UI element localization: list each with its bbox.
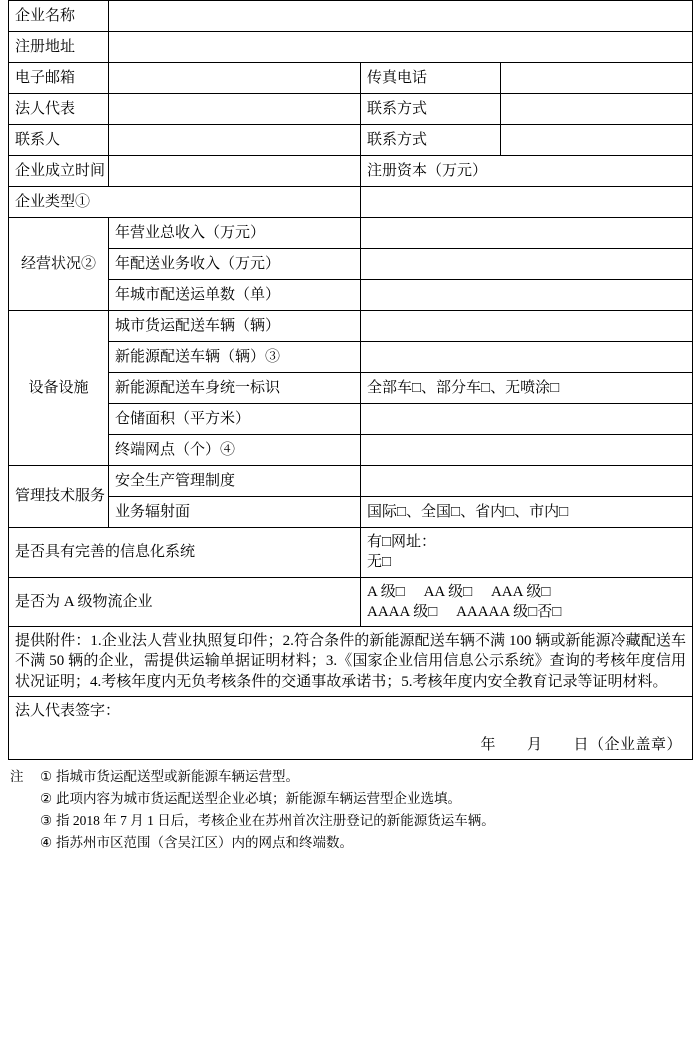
terminal-outlets-value[interactable]: [361, 435, 693, 466]
table-row-safety-system: [9, 466, 693, 497]
footnote-num-2: ②: [40, 791, 53, 807]
footnote-row-3: [10, 810, 690, 832]
table-row-a-grade: [9, 577, 693, 627]
footnote-num-3: ③: [40, 812, 53, 828]
contact-person-value[interactable]: [109, 125, 361, 156]
signature-label: 法人代表签字：: [15, 702, 121, 719]
a-grade-options[interactable]: [361, 577, 693, 627]
operation-status-label: 经营状况②: [9, 218, 109, 311]
footnote-text-4: 指苏州市区范围（含吴江区）内的网点和终端数。: [56, 834, 353, 850]
enterprise-application-table: [8, 0, 693, 760]
contact-person-label: 联系人: [9, 125, 109, 156]
city-freight-vehicles-value[interactable]: [361, 311, 693, 342]
table-row-attachments: [9, 627, 693, 697]
table-row-terminal-outlets: [9, 435, 693, 466]
table-row-info-system: [9, 528, 693, 578]
registered-capital-label: 注册资本（万元）: [361, 156, 693, 187]
contact-way-value-2[interactable]: [501, 125, 693, 156]
table-row-city-freight-vehicles: [9, 311, 693, 342]
footnote-text-3: 指 2018 年 7 月 1 日后，考核企业在苏州首次注册登记的新能源货运车辆。: [56, 812, 495, 828]
unified-marking-options[interactable]: 全部车□、部分车□、无喷涂□: [361, 373, 693, 404]
city-delivery-orders-value[interactable]: [361, 280, 693, 311]
warehouse-area-label: 仓储面积（平方米）: [109, 404, 361, 435]
fax-label: 传真电话: [361, 63, 501, 94]
contact-way-label-2: 联系方式: [361, 125, 501, 156]
signature-block[interactable]: [9, 696, 693, 760]
management-service-label: 管理技术服务: [9, 466, 109, 528]
safety-system-label: 安全生产管理制度: [109, 466, 361, 497]
info-system-options[interactable]: [361, 528, 693, 578]
signature-date-line: 年 月 日（企业盖章）: [480, 737, 683, 753]
email-value[interactable]: [109, 63, 361, 94]
annual-revenue-value[interactable]: [361, 218, 693, 249]
footnote-num-4: ④: [40, 834, 53, 850]
company-type-value[interactable]: [361, 187, 693, 218]
table-row-company-name: [9, 1, 693, 32]
unified-marking-label: 新能源配送车身统一标识: [109, 373, 361, 404]
table-row-company-type: [9, 187, 693, 218]
new-energy-vehicles-value[interactable]: [361, 342, 693, 373]
info-system-option-yes[interactable]: 有□网址：: [367, 534, 437, 550]
table-row-new-energy-vehicles: [9, 342, 693, 373]
registered-address-value[interactable]: [109, 32, 693, 63]
annual-revenue-label: 年营业总收入（万元）: [109, 218, 361, 249]
delivery-revenue-label: 年配送业务收入（万元）: [109, 249, 361, 280]
established-time-value[interactable]: [109, 156, 361, 187]
email-label: 电子邮箱: [9, 63, 109, 94]
footnote-row-1: [10, 766, 690, 788]
legal-rep-label: 法人代表: [9, 94, 109, 125]
footnote-text-1: 指城市货运配送型或新能源车辆运营型。: [56, 769, 299, 785]
company-name-label: 企业名称: [9, 1, 109, 32]
footnote-text-2: 此项内容为城市货运配送型企业必填；新能源车辆运营型企业选填。: [56, 791, 461, 807]
new-energy-vehicles-label: 新能源配送车辆（辆）③: [109, 342, 361, 373]
info-system-label: 是否具有完善的信息化系统: [9, 528, 361, 578]
contact-way-value-1[interactable]: [501, 94, 693, 125]
table-row-established-capital: [9, 156, 693, 187]
a-grade-options-line1[interactable]: A 级□ AA 级□ AAA 级□: [367, 583, 551, 600]
legal-rep-value[interactable]: [109, 94, 361, 125]
established-time-label: 企业成立时间: [9, 156, 109, 187]
a-grade-options-line2[interactable]: AAAA 级□ AAAAA 级□否□: [367, 603, 562, 620]
footnote-num-1: ①: [40, 769, 53, 785]
equipment-label: 设备设施: [9, 311, 109, 466]
warehouse-area-value[interactable]: [361, 404, 693, 435]
delivery-revenue-value[interactable]: [361, 249, 693, 280]
terminal-outlets-label: 终端网点（个）④: [109, 435, 361, 466]
contact-way-label-1: 联系方式: [361, 94, 501, 125]
table-row-registered-address: [9, 32, 693, 63]
footnotes-block: [10, 766, 690, 853]
table-row-contact-person: [9, 125, 693, 156]
company-name-value[interactable]: [109, 1, 693, 32]
table-row-delivery-revenue: [9, 249, 693, 280]
business-coverage-label: 业务辐射面: [109, 497, 361, 528]
table-row-warehouse-area: [9, 404, 693, 435]
safety-system-value[interactable]: [361, 466, 693, 497]
table-row-email-fax: [9, 63, 693, 94]
attachments-text: 提供附件：1.企业法人营业执照复印件；2.符合条件的新能源配送车辆不满 100 辆或新能源冷藏配送车不满 50 辆的企业，需提供运输单据证明材料；3.《国家企业信用信息公示系统》查询的考核年度信用状况证明；4.考核年度内无负考核条件的交通事故承诺书；5.考核年度内安全教育记录等证明材料。: [9, 627, 693, 697]
table-row-city-delivery-orders: [9, 280, 693, 311]
footnote-spacer-2: [10, 788, 40, 810]
city-delivery-orders-label: 年城市配送运单数（单）: [109, 280, 361, 311]
footnote-row-2: [10, 788, 690, 810]
footnote-spacer-3: [10, 810, 40, 832]
business-coverage-options[interactable]: 国际□、全国□、省内□、市内□: [361, 497, 693, 528]
info-system-option-no[interactable]: 无□: [367, 554, 392, 571]
footnote-row-4: [10, 832, 690, 854]
company-type-label: 企业类型①: [9, 187, 361, 218]
table-row-unified-marking: [9, 373, 693, 404]
footnote-spacer-4: [10, 832, 40, 854]
registered-address-label: 注册地址: [9, 32, 109, 63]
table-row-annual-revenue: [9, 218, 693, 249]
fax-value[interactable]: [501, 63, 693, 94]
table-row-legal-rep: [9, 94, 693, 125]
city-freight-vehicles-label: 城市货运配送车辆（辆）: [109, 311, 361, 342]
a-grade-label: 是否为 A 级物流企业: [9, 577, 361, 627]
footnotes-label: 注: [10, 769, 24, 785]
table-row-signature: [9, 696, 693, 760]
table-row-business-coverage: [9, 497, 693, 528]
